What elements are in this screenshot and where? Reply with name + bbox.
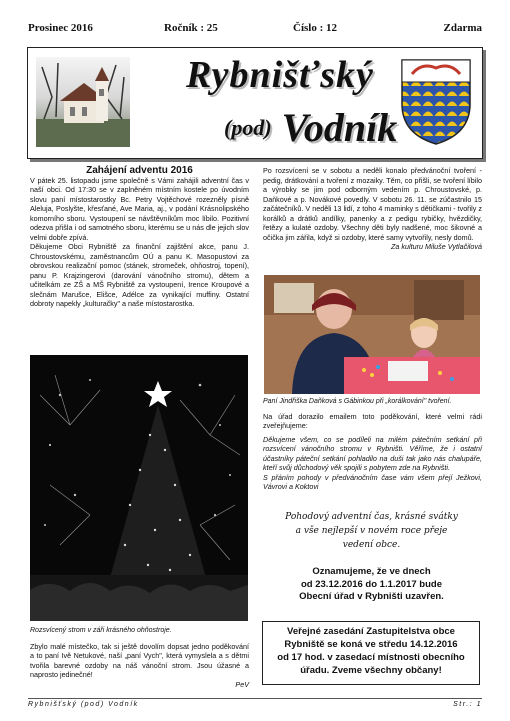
left-column-bottom	[30, 626, 249, 689]
tree-photo-caption: Rozsvícený strom v záři krásného ohňostroje.	[30, 627, 172, 634]
thanks-paragraph	[30, 642, 249, 680]
right-column-middle	[263, 397, 482, 492]
email-intro: Na úřad dorazilo emailem toto poděkování, které velmi rádi zveřejňujeme:	[263, 411, 482, 430]
workshop-paragraph: Po rozsvícení se v sobotu a neděli konalo předvánoční tvoření - pedig, drátkování a tvoření z mozaiky. Těm, co přišli, se tvoření líbilo a výrobky se jim pod odborným vedením p. Chroustovské, p. Daňkové a p. Novákové povedly. V sobotu 26. 11. se zúčastnilo 15 začátečníků. V neděli 13 lidí, z toho 4 maminky s dětičkami - tvořily z korálků a drátků andílky, panenky a z pedigu rybičky, hvězdičky, řetězy a kulaté ozdoby. Všechny děti byly nadšené, moc šikovné a očička jim zářila, když si ozdoby, které samy vytvořily, nesly domů.	[263, 166, 482, 242]
masthead-title-line1: Rybnišťský	[186, 54, 374, 96]
greeting-line: Pohodový adventní čas, krásné svátky	[285, 512, 458, 522]
greeting-line: vedení obce.	[342, 540, 401, 550]
meeting-line: úřadu. Zveme všechny občany!	[300, 665, 442, 676]
council-meeting-notice	[262, 621, 480, 685]
meeting-line: od 17 hod. v zasedací místnosti obecního	[277, 652, 465, 663]
meeting-line: Rybniště se koná ve středu 14.12.2016	[284, 639, 458, 650]
issue-date: Prosinec 2016	[28, 22, 93, 34]
church-photo	[36, 57, 130, 147]
thanks-signature: PeV	[235, 679, 249, 689]
beading-workshop-photo	[264, 275, 480, 394]
workshop-signature: Za kulturu Miluše Vytlačilová	[391, 242, 482, 251]
left-column	[30, 166, 249, 309]
issue-header	[28, 22, 482, 36]
article-paragraph-2: Děkujeme Obci Rybniště za finanční zajištění akce, panu J. Chroustovskému, zaměstnancům OÚ a panu K. Masopustovi za obrovskou realizační pomoc (stánek, stromeček, ohňostroj, topení), panu P. Krajzingerovi (darování vánočního stromu), dětem a učitelkám ze ZŠ a MŠ Rybniště za vystoupení, Irence Kroupové a slečnám Marušce, Elišce, Adélce za vynikající muffiny. Ostatní dobroty napekly „kulturačky" a naše místostarostka.	[30, 242, 249, 308]
article-title: Zahájení adventu 2016	[86, 165, 193, 176]
tree-fireworks-illustration	[30, 355, 248, 621]
article-paragraph-1: V pátek 25. listopadu jsme společně s Vámi zahájili adventní čas v naší obci. Od 17:30 se v zaplněném místním kostele po úvodním slovu paní místostarostky Bc. Petry Vojtěchové rozezněly písně Aleluja, Poslyšte, křesťané, Ave Maria, aj., v podání Krásnolipského komorního sboru. Vystoupení se návštěvníkům moc líbilo. Pozitivní odezva přišla i od samotného sboru, kterému se u nás dle jejich slov velmi dobře zpívá.	[30, 175, 249, 242]
masthead-title-line2	[224, 104, 397, 151]
thanks-text: Zbylo malé místečko, tak si ještě dovolím dopsat jedno poděkování a to paní Ivě Netukové, naší „paní Vych", která vymyslela a s dětmi tvořila barevné ozdoby na náš vánoční strom. Jsou úžasné a naprosto jedinečné!	[30, 641, 249, 679]
masthead-title-prefix: (pod)	[224, 115, 272, 140]
email-quote-signature: S přáním pohody v předvánočním čase vám všem přejí Ježkovi, Vávrovi a Koktovi	[263, 472, 482, 491]
holiday-greeting	[262, 510, 481, 552]
christmas-tree-fireworks-photo	[30, 355, 248, 621]
issue-price: Zdarma	[443, 22, 482, 34]
church-illustration	[36, 57, 130, 147]
masthead-title-word: Vodník	[281, 105, 398, 150]
page-number: Str.: 1	[453, 701, 482, 708]
meeting-line: Veřejné zasedání Zastupitelstva obce	[287, 626, 455, 637]
closure-line: Oznamujeme, že ve dnech	[312, 566, 431, 577]
workshop-photo-caption: Paní Jindřiška Daňková s Gábinkou při „korálkování" tvoření.	[263, 398, 452, 405]
footer-title: Rybnišťský (pod) Vodník	[28, 701, 139, 708]
coat-of-arms-emblem	[398, 56, 474, 146]
right-column	[263, 166, 482, 252]
issue-volume: Ročník : 25	[164, 22, 218, 34]
closure-line: Obecní úřad v Rybništi uzavřen.	[299, 591, 444, 602]
issue-number: Číslo : 12	[293, 22, 337, 34]
closure-line: od 23.12.2016 do 1.1.2017 bude	[301, 578, 442, 590]
office-closure-notice	[262, 566, 481, 604]
greeting-line: a vše nejlepší v novém roce přeje	[295, 526, 448, 536]
masthead	[27, 47, 483, 159]
email-quote: Děkujeme všem, co se podíleli na milém pátečním setkání při rozsvícení vánočního stromu v Rybništi. Věříme, že i ostatní účastníky páteční setkání pohladilo na duši tak jako nás chalupáře, kteří svůj důchodový věk spojili s pobytem zde na Rybništi.	[263, 434, 482, 472]
workshop-illustration	[264, 275, 480, 394]
page-footer	[28, 698, 482, 709]
